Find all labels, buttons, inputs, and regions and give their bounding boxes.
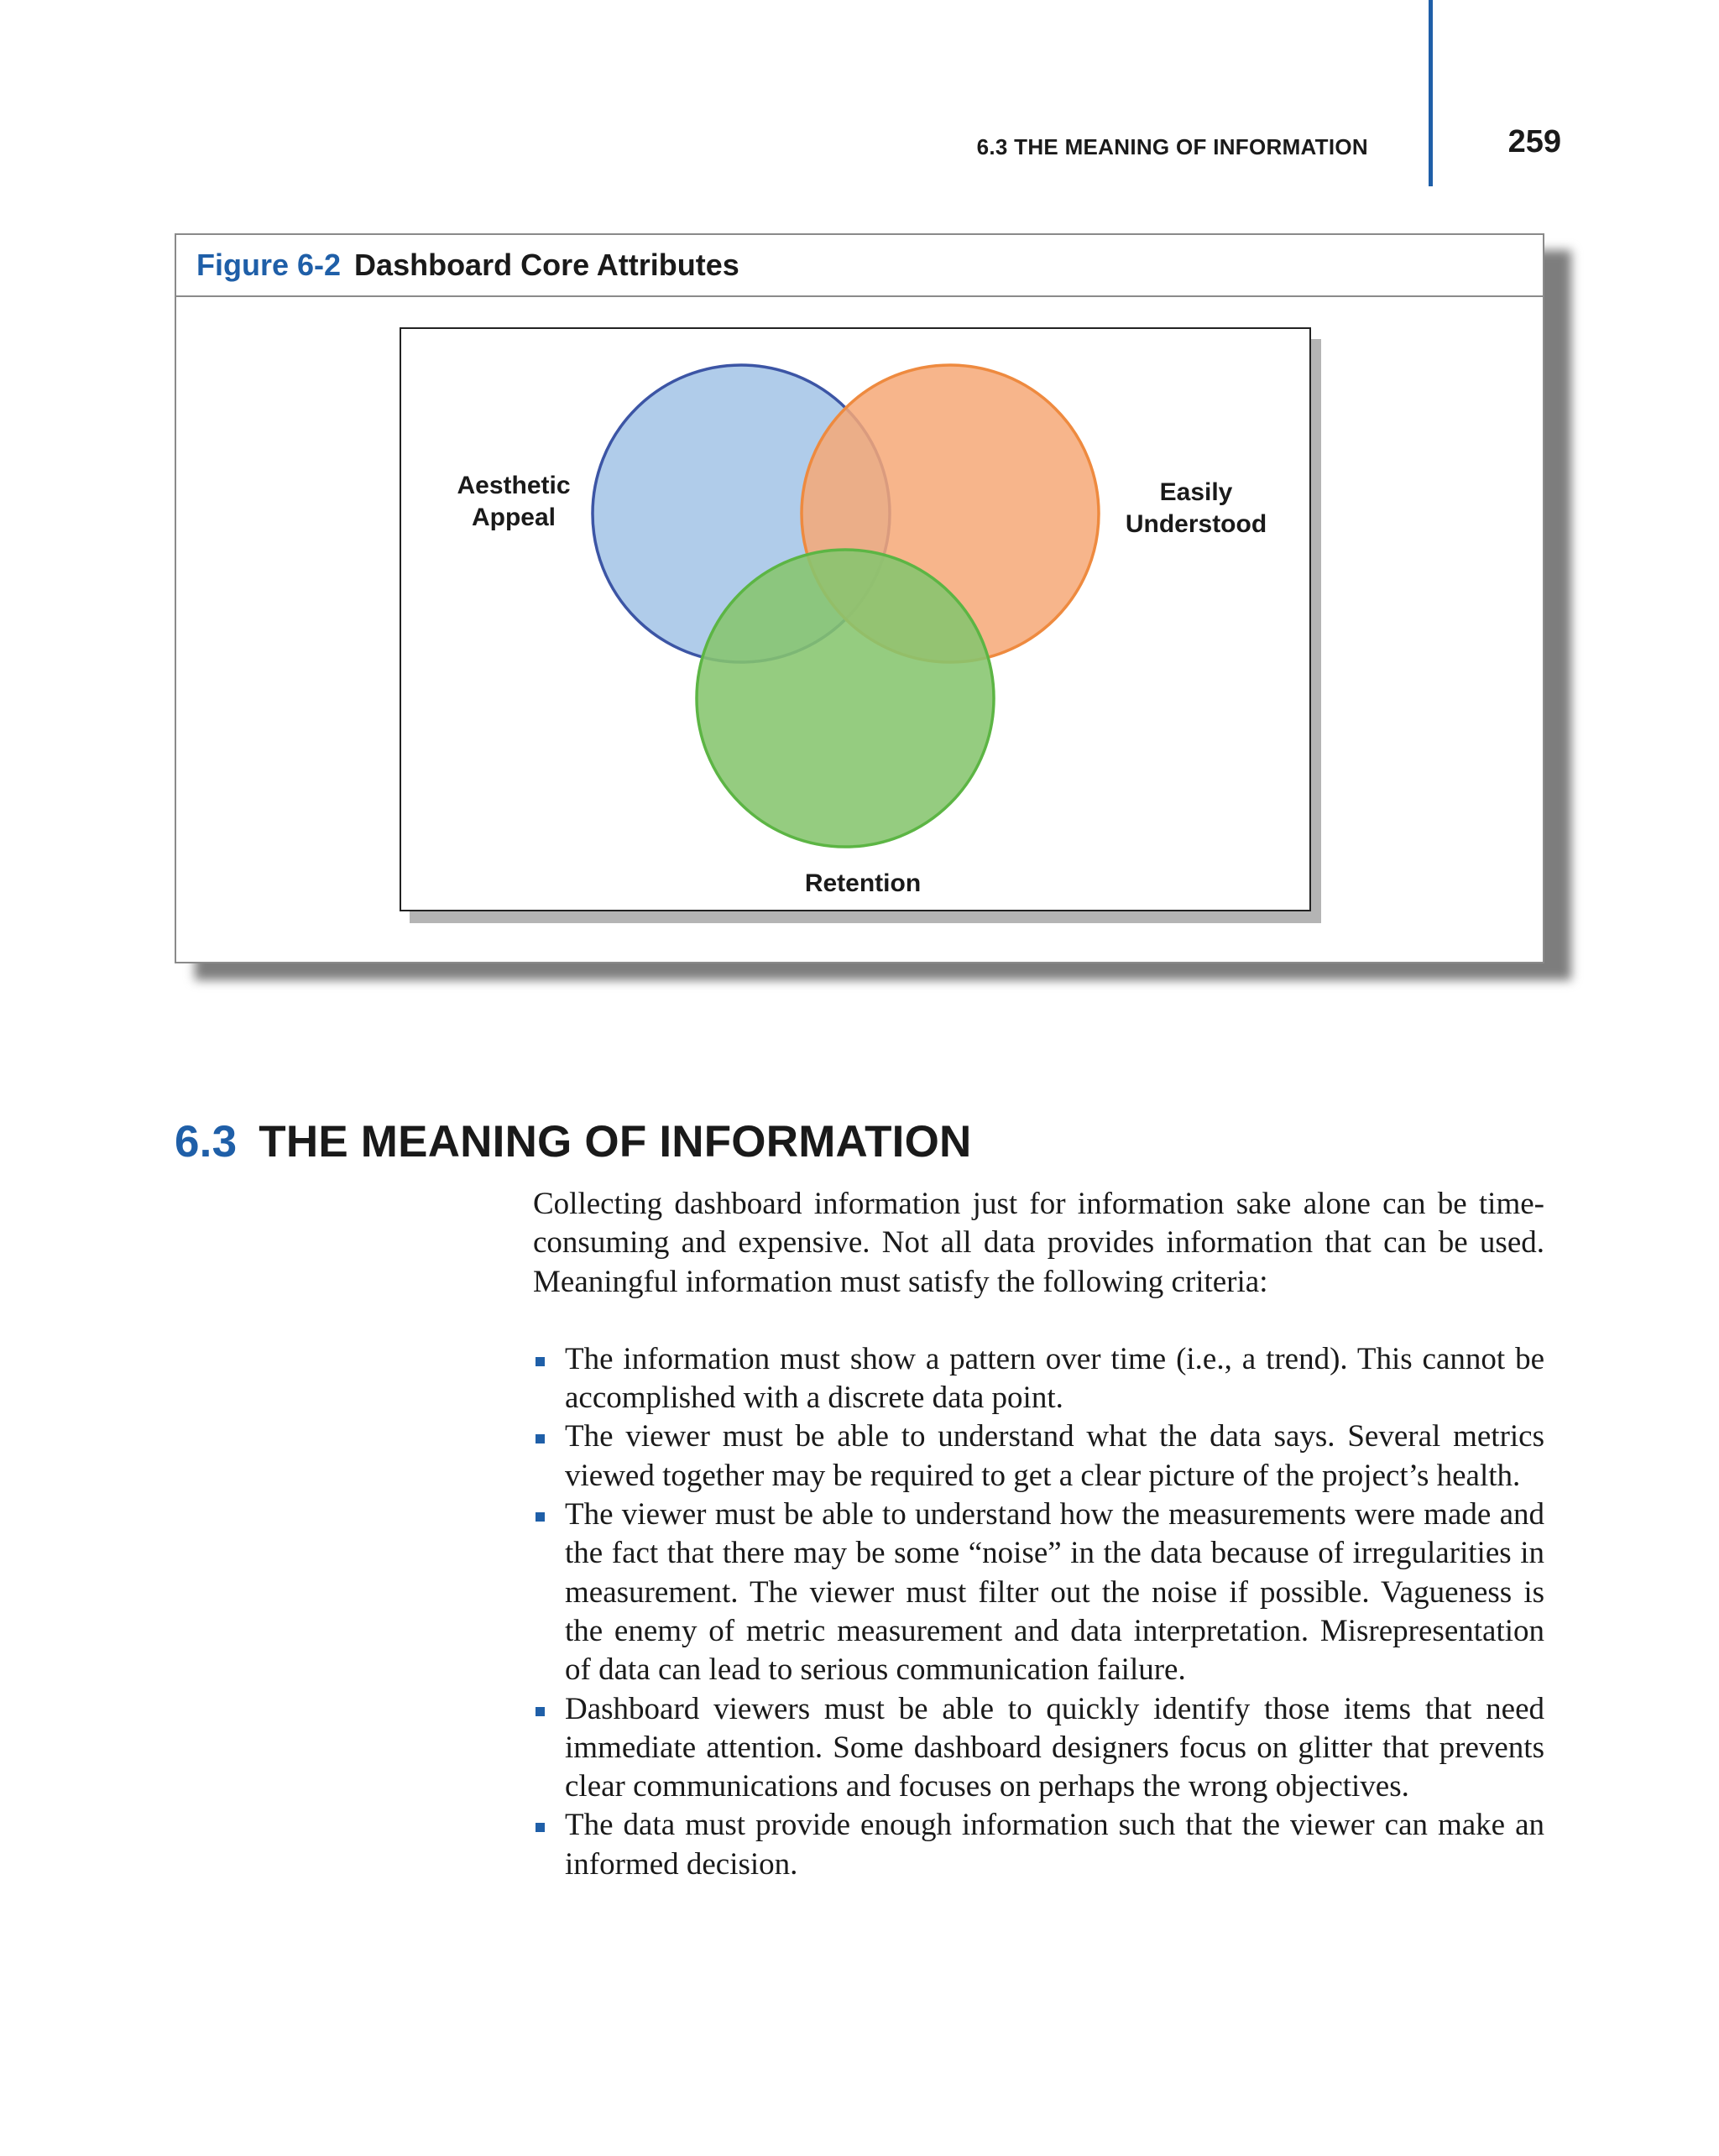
bullet-icon [536,1434,545,1443]
list-item [533,1417,1544,1496]
list-item [533,1496,1544,1689]
section-number: 6.3 [175,1117,238,1167]
venn-diagram-panel [400,327,1311,911]
list-item [533,1806,1544,1884]
list-item-text: Dashboard viewers must be able to quickly identify those items that need immediate attention. Some dashboard designers focus on glitter that prevents clear communications and focuses on perhaps the wrong objectives. [565,1691,1544,1804]
understood-label-line2: Understood [1125,510,1267,538]
list-item-text: The viewer must be able to understand how the measurements were made and the fact that there may be some “noise” in the data because of irregularities in measurement. The viewer must filter out the noise if possible. Vagueness is the enemy of metric measurement and data interpretation. Misrepresentation of data can lead to serious communication failure. [565,1497,1544,1688]
figure-title: Dashboard Core Attributes [354,248,739,282]
intro-paragraph: Collecting dashboard information just for information sake alone can be time-consuming and expensive. Not all data provides information that can be used. Meaningful information must satisfy the following criteria: [533,1187,1544,1299]
list-item-text: The data must provide enough information such that the viewer can make an informed decision. [565,1808,1544,1882]
aesthetic-label-line2: Appeal [471,504,556,531]
bullet-icon [536,1512,545,1522]
page-number: 259 [1507,124,1561,159]
retention-label: Retention [804,869,922,897]
list-item-text: The information must show a pattern over time (i.e., a trend). This cannot be accomplished with a discrete data point. [565,1341,1544,1416]
bullet-icon [536,1357,545,1366]
section-title: THE MEANING OF INFORMATION [259,1117,972,1167]
list-item-text: The viewer must be able to understand what the data says. Several metrics viewed together may be required to get a clear picture of the project’s health. [565,1419,1544,1493]
section-heading [175,1116,1551,1167]
bullet-icon [536,1707,545,1716]
figure-number: Figure 6-2 [196,248,342,282]
list-item [533,1690,1544,1807]
header-rule [1429,0,1433,186]
venn-diagram [401,329,1313,913]
aesthetic-label-line1: Aesthetic [457,472,571,499]
retention-circle [697,550,994,847]
running-head: 6.3 THE MEANING OF INFORMATION [976,134,1368,159]
list-item [533,1340,1544,1418]
bullet-icon [536,1823,545,1832]
understood-label-line1: Easily [1159,478,1233,506]
body-text [533,1185,1544,1884]
criteria-list [533,1340,1544,1884]
figure-caption [176,235,1543,297]
